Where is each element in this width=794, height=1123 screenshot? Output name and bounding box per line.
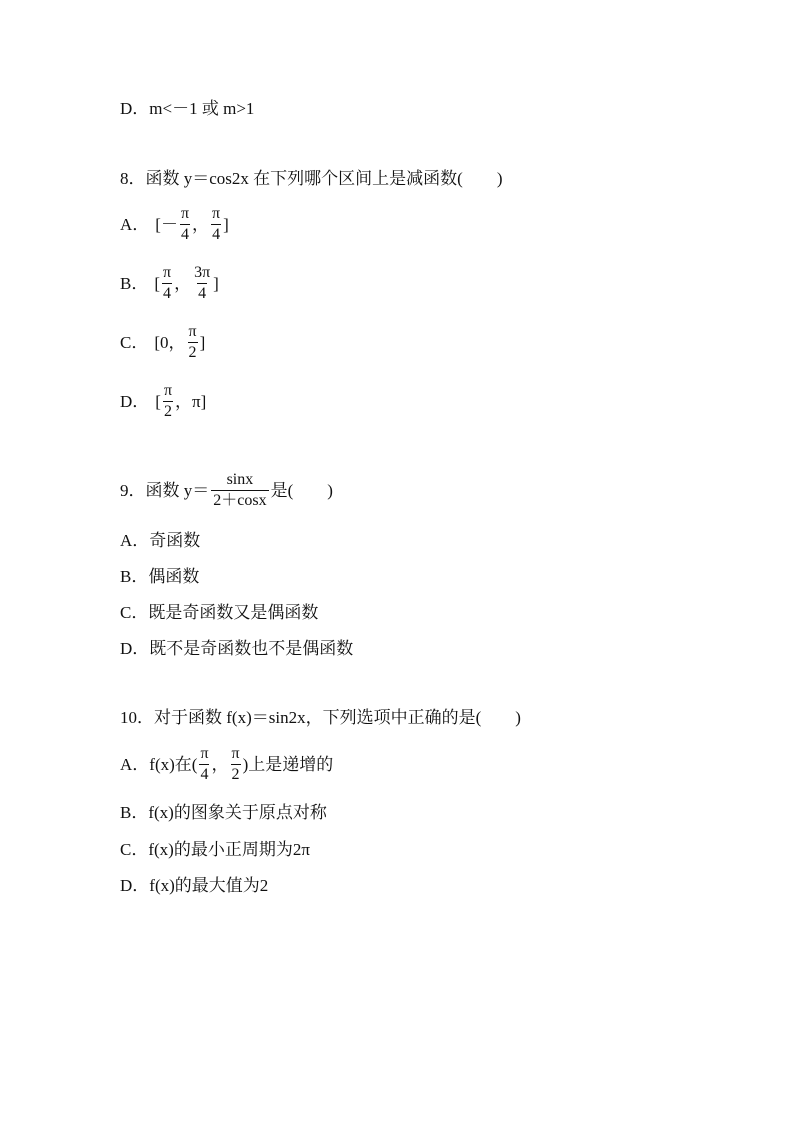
option-text: m<－1 或 m>1 [149, 99, 255, 118]
q10-stem [120, 709, 521, 726]
option-label: B． [120, 567, 149, 586]
option-text: f(x)的最小正周期为2π [148, 840, 310, 859]
option-text: f(x)的图象关于原点对称 [148, 803, 327, 822]
q9-option-b [120, 568, 199, 585]
fraction-numerator: π [163, 382, 173, 399]
q10-option-c [120, 841, 310, 858]
question-text: 函数 y＝ [145, 481, 210, 500]
comma: ， [211, 755, 229, 774]
q9-option-c [120, 604, 318, 621]
interval-open: [ [154, 274, 161, 293]
q8-option-b [120, 263, 219, 304]
option-label: C． [120, 333, 149, 352]
fraction-denominator: 4 [198, 285, 207, 302]
option-label: B． [120, 803, 149, 822]
fraction-numerator: sinx [226, 471, 254, 488]
q8-option-c [120, 322, 205, 363]
option-text: f(x)在( [149, 755, 198, 774]
interval-open: [ [155, 392, 161, 411]
option-label: A． [120, 531, 150, 550]
q9-option-d [120, 640, 353, 657]
fraction-denominator: 2＋cosx [213, 492, 267, 509]
fraction-numerator: π [212, 205, 221, 222]
q8-stem [120, 170, 503, 187]
fraction-numerator: π [231, 745, 240, 762]
question-text: 是( [270, 481, 294, 500]
question-paren-close: ) [327, 481, 333, 500]
fraction-numerator: π [188, 323, 197, 340]
fraction-denominator: 2 [231, 766, 240, 783]
option-text: f(x)的最大值为2 [149, 876, 269, 895]
option-label: C． [120, 603, 149, 622]
interval-close: ] [199, 333, 206, 352]
fraction-denominator: 4 [180, 226, 189, 243]
option-label: C． [120, 840, 149, 859]
question-text: 对于函数 f(x)＝sin2x，下列选项中正确的是( [154, 708, 482, 727]
fraction-denominator: 2 [188, 344, 197, 361]
q8-option-a [120, 204, 229, 245]
fraction-numerator: π [163, 264, 172, 281]
q9-stem [120, 470, 333, 511]
fraction-denominator: 4 [200, 766, 209, 783]
option-label: B． [120, 274, 149, 293]
fraction-numerator: π [200, 745, 209, 762]
option-text: 既不是奇函数也不是偶函数 [149, 639, 354, 658]
fraction [180, 204, 190, 245]
comma: ， [174, 274, 192, 293]
fraction [231, 744, 241, 785]
interval-close: ] [223, 215, 229, 234]
interval-open: [0， [154, 333, 186, 352]
question-number: 10． [120, 708, 154, 727]
interval-close: ] [213, 274, 219, 293]
option-label: D． [120, 99, 150, 118]
question-number: 9． [120, 481, 146, 500]
question-paren-close: ) [515, 708, 521, 727]
option-label: D． [120, 876, 150, 895]
option-text: 奇函数 [149, 531, 201, 550]
q7-option-d [120, 100, 254, 117]
comma: ， [192, 215, 210, 234]
option-text: 偶函数 [148, 567, 200, 586]
q10-option-b [120, 804, 327, 821]
question-paren-close: ) [496, 169, 503, 188]
fraction-denominator: 4 [212, 226, 221, 243]
fraction [163, 381, 173, 422]
fraction-denominator: 4 [163, 285, 172, 302]
interval-rest: ，π] [175, 392, 207, 411]
q8-option-d [120, 381, 206, 422]
q9-option-a [120, 532, 200, 549]
question-number: 8． [120, 169, 146, 188]
q10-option-a [120, 744, 333, 785]
fraction-numerator: π [180, 205, 190, 222]
interval-open: [－ [155, 215, 178, 234]
fraction [193, 263, 211, 304]
option-text: 既是奇函数又是偶函数 [148, 603, 319, 622]
option-label: D． [120, 639, 150, 658]
option-label: A． [120, 755, 150, 774]
fraction [211, 470, 268, 511]
fraction-numerator: 3π [194, 264, 211, 281]
option-text: )上是递增的 [242, 755, 334, 774]
fraction-denominator: 2 [163, 403, 172, 420]
q10-option-d [120, 877, 268, 894]
fraction [211, 204, 221, 245]
option-label: D． [120, 392, 150, 411]
question-text: 函数 y＝cos2x 在下列哪个区间上是减函数( [145, 169, 463, 188]
fraction [188, 322, 198, 363]
fraction [162, 263, 172, 304]
option-label: A． [120, 215, 150, 234]
fraction [199, 744, 209, 785]
